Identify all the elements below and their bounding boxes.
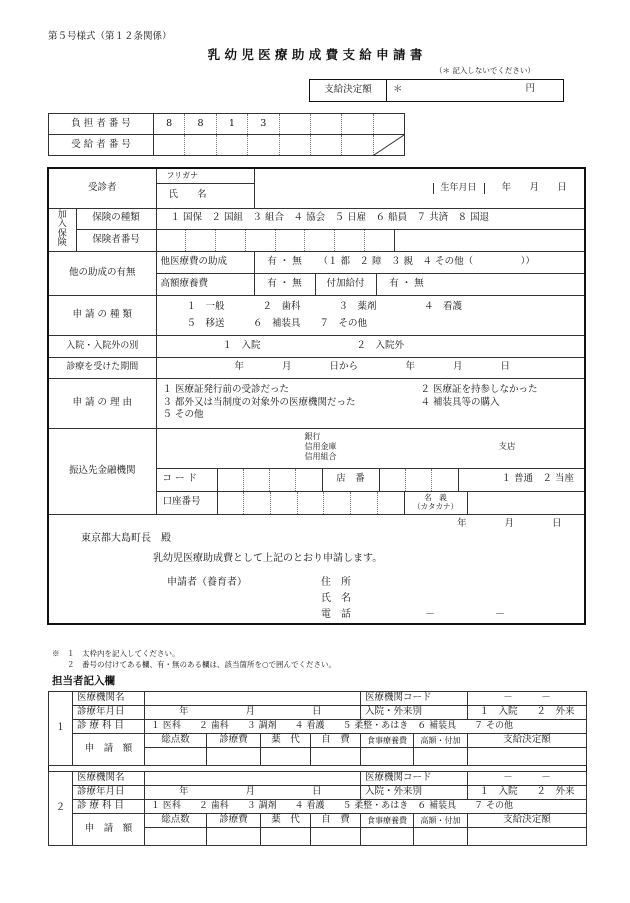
decision-value xyxy=(387,80,564,102)
col-high-cost: 高額・付加 xyxy=(414,814,468,828)
reason-options[interactable]: １ 医療証発行前の受診だった ２ 医療証を持参しなかった ３ 都外又は当制度の対象外の医療機関だった ４ 補装具等の購入 ５ その他 xyxy=(156,378,585,428)
inout-label: 入院・外来別 xyxy=(361,786,468,800)
insurance-type-options[interactable]: １ 国保 ２ 国組 ３ 組合 ４ 協会 ５ 日雇 ６ 船員 ７ 共済 ８ 国退 xyxy=(156,208,585,229)
page-title: 乳 幼 児 医 療 助 成 費 支 給 申 請 書 xyxy=(207,47,423,62)
period-field[interactable]: 年 月 日から 年 月 日 xyxy=(156,357,585,378)
claim-type-options[interactable]: １ 一般 ２ 歯科 ３ 薬剤 ４ 看護 ５ 移送 ６ 補装具 ７ その他 xyxy=(156,295,585,335)
amount-cell[interactable] xyxy=(361,748,414,766)
insurance-group-label: 加入保険 xyxy=(48,208,76,251)
applicant-label: 申請者（養育者） xyxy=(167,576,247,588)
account-number-cells[interactable] xyxy=(217,492,405,514)
furigana-label: フリガナ xyxy=(156,168,254,183)
bank-name-field[interactable] xyxy=(156,428,585,468)
bank-kinds: 銀行 信用金庫 信用組合 xyxy=(304,431,337,462)
phone-field[interactable]: － － xyxy=(425,608,505,620)
branch-label: 支店 xyxy=(498,441,516,452)
form-number: 第５号様式（第１２条関係） xyxy=(48,31,172,42)
inst-name-label: 医療機関名 xyxy=(73,692,145,706)
amount-cell[interactable] xyxy=(145,748,207,766)
applicant-name-label: 氏 名 xyxy=(321,592,351,604)
digit-cell: 8 xyxy=(184,114,215,134)
high-cost-yes-no[interactable]: 有 ・ 無 xyxy=(255,274,316,295)
additional-benefit-yes-no[interactable]: 有 ・ 無 xyxy=(389,277,424,289)
id-number-table xyxy=(48,113,405,156)
col-medical-fee: 診療費 xyxy=(207,734,261,748)
staff-block-number: １ xyxy=(49,692,73,766)
digit-cell: 8 xyxy=(166,117,173,129)
col-decision: 支給決定額 xyxy=(468,814,587,828)
amount-label: 申 請 額 xyxy=(73,814,145,846)
staff-block-number: ２ xyxy=(49,772,73,846)
dept-label: 診 療 科 目 xyxy=(73,800,145,814)
signature-area xyxy=(48,514,585,624)
burden-number-cells[interactable] xyxy=(154,114,405,135)
addressee: 東京都大島町長 殿 xyxy=(81,532,171,544)
dept-options[interactable]: １ 医科 ２ 歯科 ３ 調剤 ４ 看護 ５ 柔整・あはき ６ 補装具 ７ その他 xyxy=(145,720,587,734)
holder-label: 名 義 （カタカナ） xyxy=(405,492,468,514)
inst-code-label: 医療機関コード xyxy=(361,692,468,706)
inst-name-field[interactable] xyxy=(145,692,361,706)
inpatient-label: 入院・入院外の別 xyxy=(48,335,156,357)
inst-name-field[interactable] xyxy=(145,772,361,786)
inout-options[interactable]: １ 入院 ２ 外来 xyxy=(468,706,587,720)
col-decision: 支給決定額 xyxy=(468,734,587,748)
inout-options[interactable]: １ 入院 ２ 外来 xyxy=(468,786,587,800)
note-2: ２ 番号の付けてある欄、有・無のある欄は、該当箇所を○で囲んでください。 xyxy=(52,660,337,669)
col-drug-fee: 薬 代 xyxy=(261,814,311,828)
other-aid-label: 他の助成の有無 xyxy=(48,251,156,295)
amount-cell[interactable] xyxy=(145,828,207,846)
patient-name-area[interactable] xyxy=(254,168,585,208)
digit-cell xyxy=(373,114,404,134)
amount-cell[interactable] xyxy=(361,828,414,846)
reason-label: 申 請 の 理 由 xyxy=(48,378,156,428)
staff-section-title: 担当者記入欄 xyxy=(52,675,115,687)
holder-field[interactable] xyxy=(468,492,585,514)
period-label: 診療を受けた期間 xyxy=(48,357,156,378)
main-form xyxy=(47,167,586,625)
header-note: （＊ 記入しないでください） xyxy=(435,66,535,75)
account-type-options[interactable]: １ 普通 ２ 当座 xyxy=(501,473,574,485)
branch-number-cells[interactable] xyxy=(380,469,459,491)
inst-name-label: 医療機関名 xyxy=(73,772,145,786)
col-self-pay: 自 費 xyxy=(311,734,361,748)
amount-label: 申 請 額 xyxy=(73,734,145,766)
address-label: 住 所 xyxy=(321,576,351,588)
patient-label: 受診者 xyxy=(48,168,156,208)
amount-cell[interactable] xyxy=(207,748,261,766)
other-aid-yes-no[interactable]: 有 ・ 無 xyxy=(267,255,302,267)
note-1: ※ １ 太枠内を記入してください。 xyxy=(52,649,180,658)
col-total-points: 総点数 xyxy=(145,814,207,828)
col-total-points: 総点数 xyxy=(145,734,207,748)
burden-number-label: 負 担 者 番 号 xyxy=(49,114,154,135)
statement: 乳幼児医療助成費として上記のとおり申請します。 xyxy=(153,552,383,564)
additional-benefit-label: 付加給付 xyxy=(316,274,377,295)
account-number-label: 口座番号 xyxy=(162,496,201,508)
digit-cell: 3 xyxy=(247,114,278,134)
digit-cell xyxy=(310,114,341,134)
claim-type-label: 申 請 の 種 類 xyxy=(48,295,156,335)
visit-date-field[interactable]: 年 月 日 xyxy=(145,706,361,720)
inst-code-field[interactable]: － － xyxy=(468,772,587,786)
bank-label: 振込先金融機関 xyxy=(48,428,156,514)
insurance-type-label: 保険の種類 xyxy=(76,208,156,229)
recipient-number-label: 受 給 者 番 号 xyxy=(49,135,154,156)
col-high-cost: 高額・付加 xyxy=(414,734,468,748)
birth-date-field[interactable]: 年 月 日 xyxy=(501,181,567,193)
decision-label: 支給決定額 xyxy=(310,80,387,102)
asterisk: ＊ xyxy=(393,84,403,96)
insurer-number-cells[interactable] xyxy=(156,229,585,251)
col-drug-fee: 薬 代 xyxy=(261,734,311,748)
other-aid-row1-label: 他医療費の助成 xyxy=(156,251,254,273)
col-medical-fee: 診療費 xyxy=(207,814,261,828)
branch-number-label: 店 番 xyxy=(323,469,380,491)
birth-date-label: 生年月日 xyxy=(434,183,485,194)
yen-label: 円 xyxy=(525,83,535,94)
recipient-number-cells[interactable] xyxy=(154,135,405,156)
high-cost-label: 高額療養費 xyxy=(156,273,254,295)
name-label: 氏 名 xyxy=(156,183,254,208)
visit-date-label: 診療年月日 xyxy=(73,706,145,720)
staff-table xyxy=(48,691,587,846)
amount-cell[interactable] xyxy=(261,748,311,766)
bank-code-label: コ ー ド xyxy=(162,473,198,485)
decision-amount-box xyxy=(309,79,564,102)
amount-cell[interactable] xyxy=(414,748,468,766)
inpatient-options[interactable]: １ 入院 ２ 入院外 xyxy=(156,335,585,357)
digit-cell xyxy=(279,114,310,134)
visit-date-label: 診療年月日 xyxy=(73,786,145,800)
other-aid-options[interactable]: （１ 都 ２ 障 ３ 親 ４ その他（ ）） xyxy=(318,255,535,267)
visit-date-field[interactable]: 年 月 日 xyxy=(145,786,361,800)
digit-cell xyxy=(341,114,372,134)
digit-cell: 1 xyxy=(216,114,247,134)
dept-label: 診 療 科 目 xyxy=(73,720,145,734)
amount-cell[interactable] xyxy=(414,828,468,846)
col-meal-fee: 食事療養費 xyxy=(361,734,414,748)
amount-cell[interactable] xyxy=(207,828,261,846)
inst-code-field[interactable]: － － xyxy=(468,692,587,706)
amount-cell[interactable] xyxy=(468,748,587,766)
inst-code-label: 医療機関コード xyxy=(361,772,468,786)
bank-code-cells[interactable] xyxy=(217,469,323,491)
phone-label: 電 話 xyxy=(321,608,351,620)
amount-cell[interactable] xyxy=(261,828,311,846)
dept-options[interactable]: １ 医科 ２ 歯科 ３ 調剤 ４ 看護 ５ 柔整・あはき ６ 補装具 ７ その他 xyxy=(145,800,587,814)
col-meal-fee: 食事療養費 xyxy=(361,814,414,828)
inout-label: 入院・外来別 xyxy=(361,706,468,720)
diagonal-line xyxy=(374,135,404,155)
col-self-pay: 自 費 xyxy=(311,814,361,828)
amount-cell[interactable] xyxy=(468,828,587,846)
amount-cell[interactable] xyxy=(311,748,361,766)
insurer-number-label: 保険者番号 xyxy=(76,229,156,251)
application-date[interactable]: 年 月 日 xyxy=(457,517,562,529)
amount-cell[interactable] xyxy=(311,828,361,846)
